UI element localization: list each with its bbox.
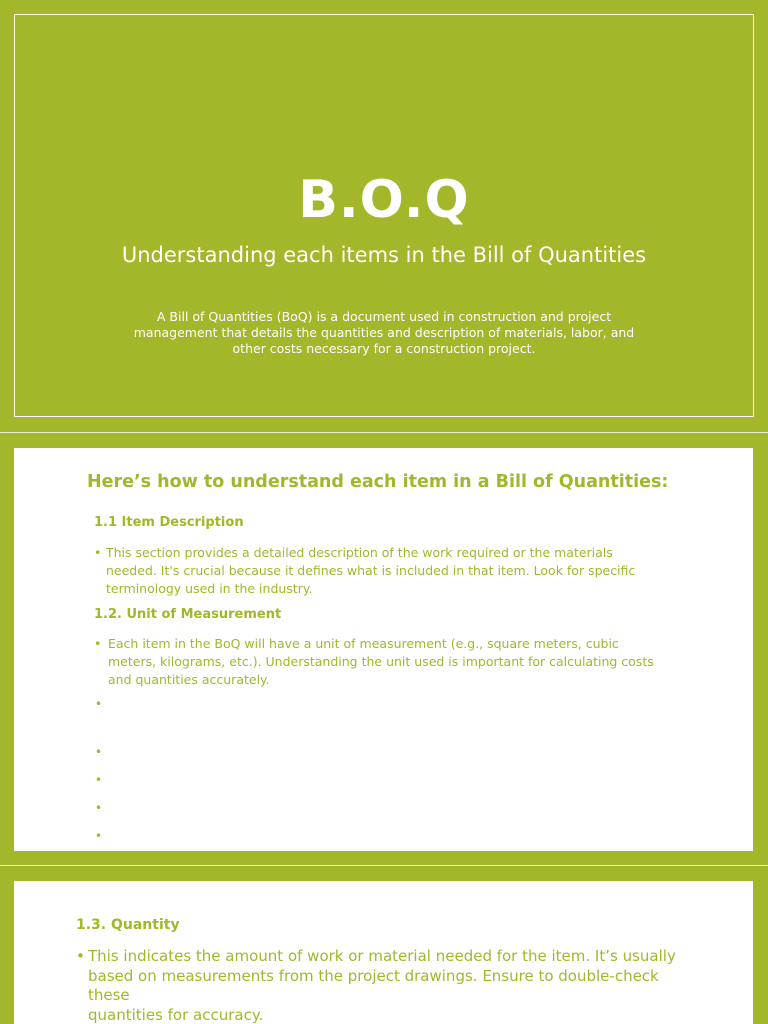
bullet-item-description [94,544,694,598]
bullet-line: based on measurements from the project drawings. Ensure to double-check these [88,966,659,1004]
bullet-line: and quantities accurately. [108,672,270,687]
bullet-line: terminology used in the industry. [106,581,313,596]
content-slide [14,881,753,1024]
intro-line: A Bill of Quantities (BoQ) is a document used in construction and project [156,309,612,324]
slide-title: B.O.Q [298,170,470,230]
bullet-text [88,947,696,1024]
section-heading-quantity: 1.3. Quantity [76,917,180,933]
slide-separator [0,432,768,433]
bullet-line: quantities for accuracy. [88,1005,264,1024]
intro-paragraph [110,309,658,357]
slide-separator [0,865,768,866]
title-slide [0,0,768,432]
bullet-icon: • [94,636,102,651]
bullet-line: This indicates the amount of work or material needed for the item. It’s usually [88,947,676,965]
bullet-line: This section provides a detailed description of the work required or the materials [106,545,613,560]
bullet-quantity [76,947,696,1024]
bullet-line: meters, kilograms, etc.). Understanding the unit used is important for calculating costs [108,654,654,669]
intro-line: other costs necessary for a construction project. [232,341,536,356]
slide-subtitle: Understanding each items in the Bill of Quantities [121,243,647,267]
content-slide [14,448,753,851]
empty-bullet: • [95,773,103,787]
bullet-line: needed. It's crucial because it defines what is included in that item. Look for specific [106,563,636,578]
bullet-line: Each item in the BoQ will have a unit of measurement (e.g., square meters, cubic [108,636,619,651]
bullet-icon: • [94,545,102,560]
bullet-text [108,635,654,689]
bullet-unit-of-measurement [94,635,704,689]
bullet-icon: • [76,947,85,965]
empty-bullet: • [95,745,103,759]
empty-bullet: • [95,697,103,711]
section-heading-item-description: 1.1 Item Description [94,515,244,530]
empty-bullet: • [95,801,103,815]
section-heading-unit-of-measurement: 1.2. Unit of Measurement [94,607,282,622]
bullet-text [106,544,635,598]
intro-line: management that details the quantities and description of materials, labor, and [133,325,635,340]
slide-heading: Here’s how to understand each item in a Bill of Quantities: [87,472,669,492]
empty-bullet: • [95,829,103,843]
